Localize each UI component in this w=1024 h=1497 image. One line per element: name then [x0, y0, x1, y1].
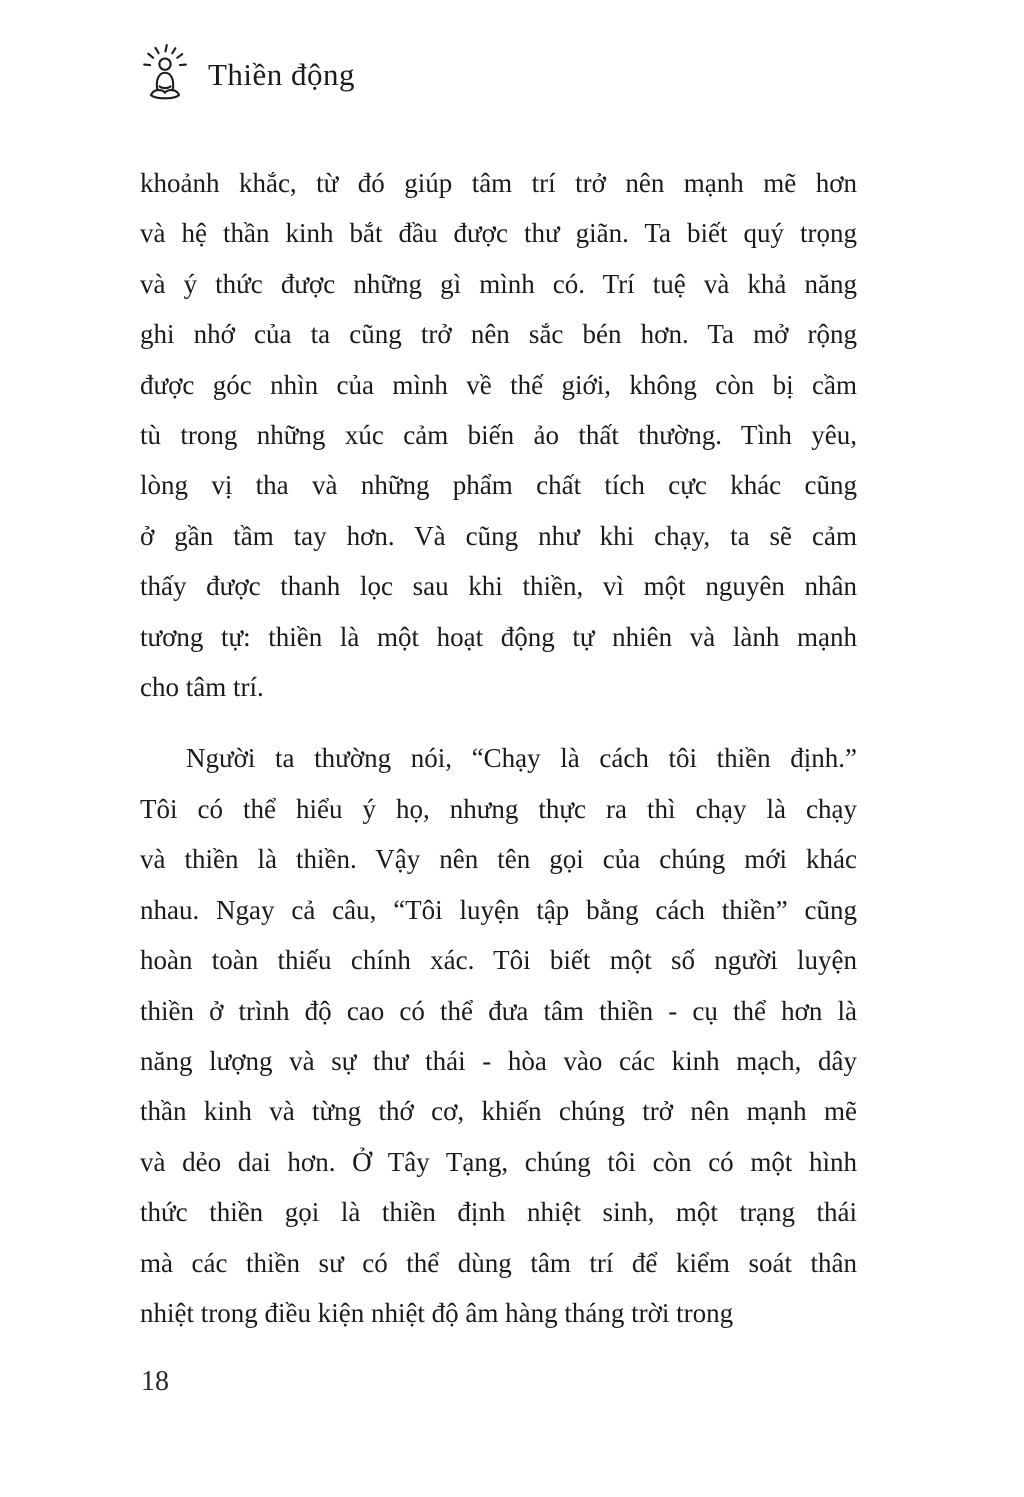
paragraph — [140, 158, 857, 712]
text-line: được góc nhìn của mình về thế giới, không còn bị cầm — [140, 369, 857, 400]
text-line: ghi nhớ của ta cũng trở nên sắc bén hơn. Ta mở rộng — [140, 319, 857, 350]
text-line: và thiền là thiền. Vậy nên tên gọi của chúng mới khác — [140, 844, 857, 875]
text-line: lòng vị tha và những phẩm chất tích cực khác cũng — [140, 470, 857, 501]
body-text — [140, 158, 857, 1359]
text-line: khoảnh khắc, từ đó giúp tâm trí trở nên mạnh mẽ hơn — [140, 168, 857, 198]
text-line: năng lượng và sự thư thái - hòa vào các kinh mạch, dây — [140, 1045, 857, 1076]
page-number: 18 — [141, 1366, 169, 1397]
text-line: và dẻo dai hơn. Ở Tây Tạng, chúng tôi còn có một hình — [140, 1146, 857, 1177]
page-header — [136, 44, 355, 106]
text-line: Tôi có thể hiểu ý họ, nhưng thực ra thì chạy là chạy — [140, 793, 857, 824]
text-line: mà các thiền sư có thể dùng tâm trí để kiểm soát thân — [140, 1247, 857, 1278]
text-line: cho tâm trí. — [140, 672, 264, 703]
text-line: nhiệt trong điều kiện nhiệt độ âm hàng tháng trời trong — [140, 1297, 734, 1328]
text-line: ở gần tầm tay hơn. Và cũng như khi chạy, ta sẽ cảm — [140, 520, 857, 551]
paragraph — [140, 733, 857, 1338]
text-line: thiền ở trình độ cao có thể đưa tâm thiền - cụ thể hơn là — [140, 995, 857, 1026]
text-line: nhau. Ngay cả câu, “Tôi luyện tập bằng cách thiền” cũng — [140, 894, 857, 925]
text-line: tương tự: thiền là một hoạt động tự nhiên và lành mạnh — [140, 621, 857, 652]
text-line: thần kinh và từng thớ cơ, khiến chúng trở nên mạnh mẽ — [140, 1096, 857, 1127]
meditation-icon — [136, 44, 194, 106]
text-line: và ý thức được những gì mình có. Trí tuệ và khả năng — [140, 268, 857, 299]
running-title: Thiền động — [208, 57, 356, 92]
text-line: thức thiền gọi là thiền định nhiệt sinh, một trạng thái — [140, 1197, 857, 1228]
text-line: hoàn toàn thiếu chính xác. Tôi biết một số người luyện — [140, 945, 857, 976]
text-line: tù trong những xúc cảm biến ảo thất thường. Tình yêu, — [140, 420, 857, 451]
text-line: Người ta thường nói, “Chạy là cách tôi thiền định.” — [186, 743, 857, 774]
text-line: thấy được thanh lọc sau khi thiền, vì một nguyên nhân — [140, 571, 857, 602]
text-line: và hệ thần kinh bắt đầu được thư giãn. Ta biết quý trọng — [140, 218, 857, 249]
